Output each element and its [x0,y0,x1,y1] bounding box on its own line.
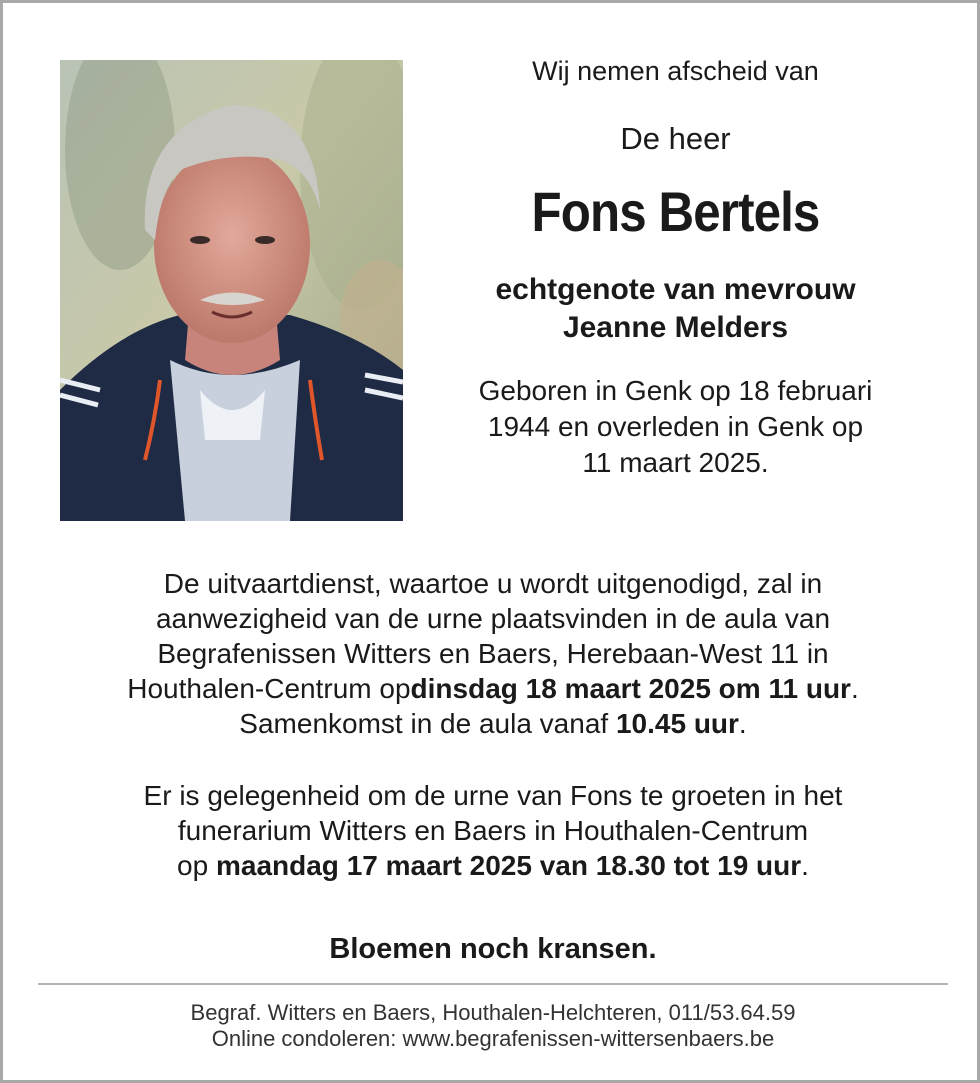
service-line-2: aanwezigheid van de urne plaatsvinden in de aula van [155,603,831,634]
service-line-5 [43,706,943,741]
dates-line-1: Geboren in Genk op 18 februari [478,375,873,406]
dates-line-2: 1944 en overleden in Genk op [487,411,864,442]
service-line-4-pre: Houthalen-Centrum op [127,673,411,704]
service-line-4-post: . [850,673,859,704]
online-condolences: Online condoleren: www.begrafenissen-wittersenbaers.be [211,1026,775,1051]
spouse-line-2: Jeanne Melders [562,311,789,344]
service-line-4 [43,671,943,706]
viewing-datetime: maandag 17 maart 2025 van 18.30 tot 19 uur [215,850,802,881]
dates-line-3: 11 maart 2025. [582,447,769,478]
portrait-photo [60,60,403,521]
deceased-name: Fons Bertels [531,180,820,243]
life-dates [408,373,943,481]
gathering-time: 10.45 uur [615,708,739,739]
service-line-3: Begrafenissen Witters en Baers, Herebaan-West 11 in [157,638,829,669]
service-line-5-post: . [738,708,747,739]
intro-line: Wij nemen afscheid van [532,56,819,86]
portrait-image [60,60,403,521]
header-column [408,51,943,481]
flowers-notice: Bloemen noch kransen. [329,933,657,965]
viewing-line-3-pre: op [177,850,216,881]
footer-divider [38,983,948,985]
spouse-line-1: echtgenote van mevrouw [495,273,856,306]
service-paragraph [43,566,943,741]
viewing-paragraph [43,778,943,883]
service-datetime: dinsdag 18 maart 2025 om 11 uur [410,673,851,704]
viewing-line-3-post: . [801,850,809,881]
viewing-line-1: Er is gelegenheid om de urne van Fons te groeten in het [143,780,843,811]
honorific: De heer [620,121,731,156]
footer [43,1000,943,1052]
funeral-home-contact: Begraf. Witters en Baers, Houthalen-Helchteren, 011/53.64.59 [190,1000,796,1025]
viewing-line-2: funerarium Witters en Baers in Houthalen-Centrum [177,815,809,846]
viewing-line-3 [43,848,943,883]
service-line-1: De uitvaartdienst, waartoe u wordt uitgenodigd, zal in [163,568,823,599]
spouse-block [408,271,943,347]
service-line-5-pre: Samenkomst in de aula vanaf [239,708,616,739]
